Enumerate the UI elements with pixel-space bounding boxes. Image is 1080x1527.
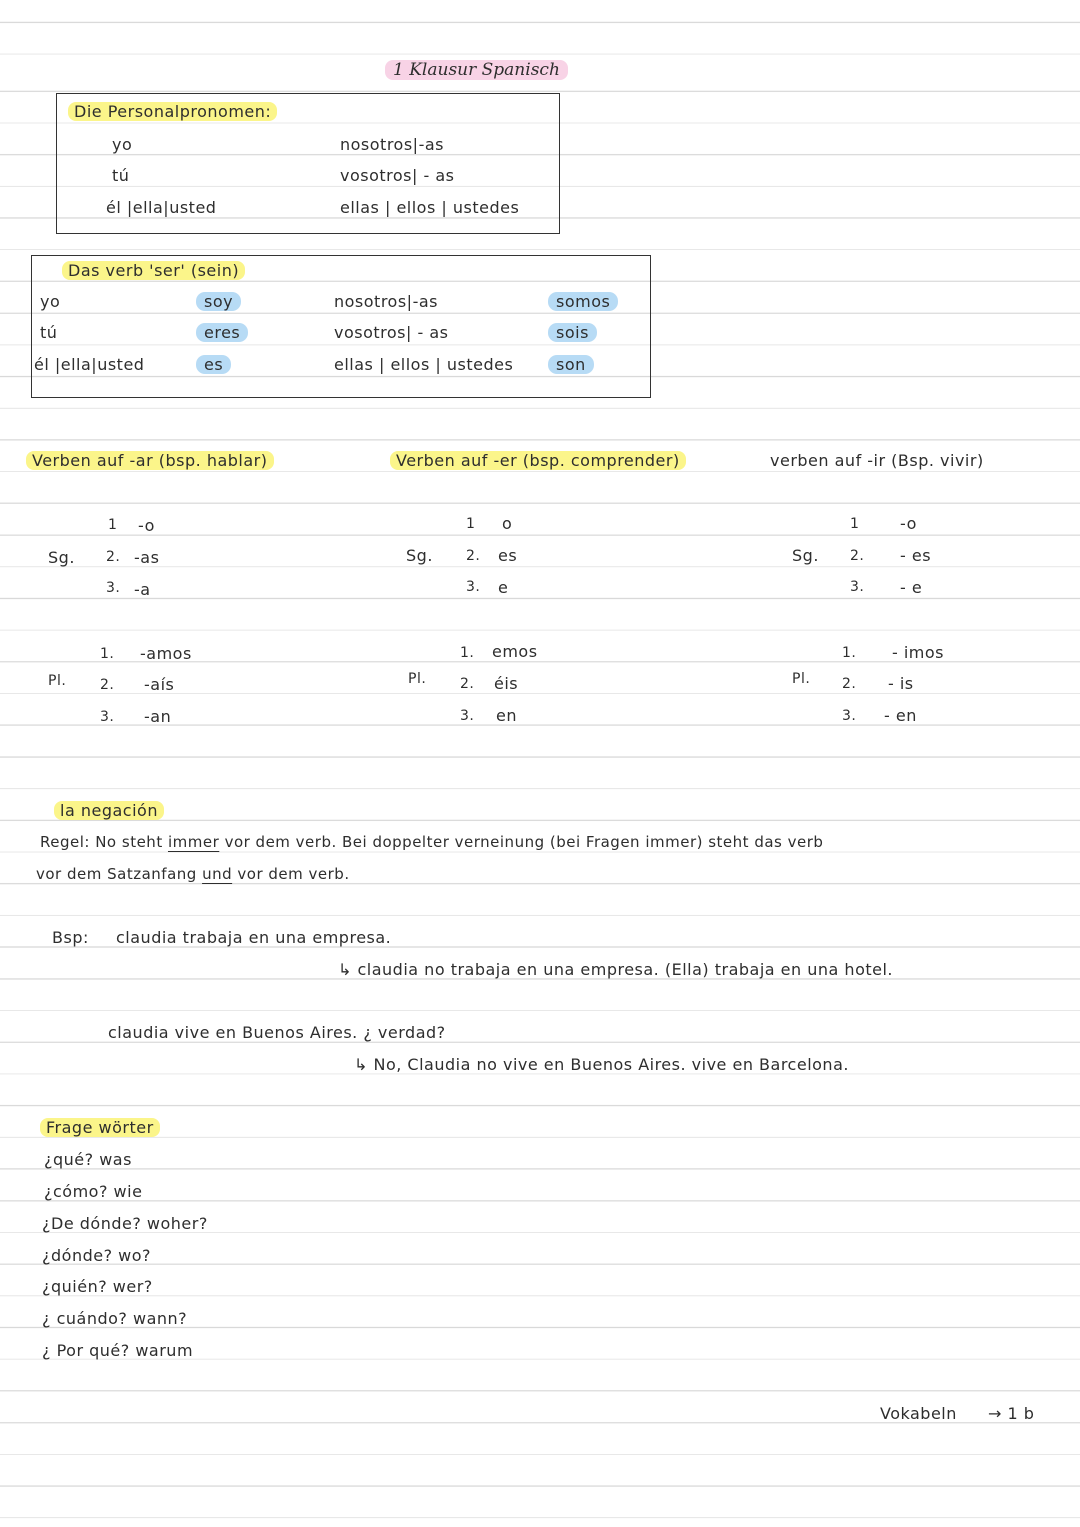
- negation-example-1-answer: ↳ claudia no trabaja en una empresa. (Ella) trabaja en una hotel.: [338, 960, 893, 979]
- pronoun-sg-2: tú: [112, 166, 130, 185]
- conj-ar-pl-n2: 2.: [100, 677, 115, 693]
- questions-heading-text: Frage wörter: [40, 1118, 160, 1137]
- conj-er-heading-text: Verben auf -er (bsp. comprender): [390, 451, 686, 470]
- question-item: ¿quién? wer?: [42, 1277, 153, 1296]
- conj-er-pl-n3: 3.: [460, 708, 475, 724]
- negation-rule-line2-b: vor dem verb.: [237, 865, 350, 883]
- conj-er-pl-e2: éis: [494, 674, 519, 693]
- conj-er-sg-e2: es: [498, 546, 518, 565]
- negation-heading-text: la negación: [54, 801, 164, 820]
- conj-ir-heading: verben auf -ir (Bsp. vivir): [770, 451, 984, 470]
- conj-ar-heading-text: Verben auf -ar (bsp. hablar): [26, 451, 274, 470]
- conj-ir-sg-n1: 1: [850, 516, 860, 532]
- ser-heading-text: Das verb 'ser' (sein): [62, 261, 245, 280]
- pronoun-pl-1: nosotros|-as: [340, 135, 444, 154]
- questions-heading: [40, 1118, 160, 1137]
- ser-pronoun-2: tú: [40, 323, 58, 342]
- ser-form-1-text: soy: [196, 292, 241, 311]
- pronouns-heading: [68, 102, 277, 121]
- ser-form-2: [196, 323, 248, 342]
- pronouns-heading-text: Die Personalpronomen:: [68, 102, 277, 121]
- conj-ir-sg-e1: -o: [900, 514, 917, 533]
- question-item: ¿cómo? wie: [44, 1182, 143, 1201]
- conj-er-heading: [390, 451, 686, 470]
- ser-form-pl-1-text: somos: [548, 292, 618, 311]
- ser-form-3-text: es: [196, 355, 231, 374]
- conj-ar-sg-n1: 1: [108, 517, 118, 533]
- conj-ar-heading: [26, 451, 274, 470]
- conj-er-sg-label: Sg.: [406, 546, 433, 565]
- conj-er-sg-n1: 1: [466, 516, 476, 532]
- page-title: [385, 60, 568, 80]
- negation-example-1: claudia trabaja en una empresa.: [116, 928, 392, 947]
- conj-er-pl-e3: en: [496, 706, 517, 725]
- footer-vokabeln: Vokabeln: [880, 1404, 957, 1423]
- conj-ar-pl-label: Pl.: [48, 673, 67, 689]
- conj-ar-pl-n3: 3.: [100, 709, 115, 725]
- negation-heading: [54, 801, 164, 820]
- conj-ir-sg-e2: - es: [900, 546, 932, 565]
- conj-ar-sg-label: Sg.: [48, 548, 75, 567]
- conj-ir-sg-e3: - e: [900, 578, 923, 597]
- ser-pronoun-pl-1: nosotros|-as: [334, 292, 438, 311]
- ser-form-pl-3-text: son: [548, 355, 594, 374]
- page-title-text: 1 Klausur Spanisch: [385, 60, 568, 80]
- pronoun-pl-3: ellas | ellos | ustedes: [340, 198, 520, 217]
- conj-ir-pl-n2: 2.: [842, 676, 857, 692]
- ser-pronoun-1: yo: [40, 292, 61, 311]
- conj-ir-pl-n1: 1.: [842, 645, 857, 661]
- conj-ar-sg-e1: -o: [138, 516, 155, 535]
- footer-ref: → 1 b: [988, 1404, 1035, 1423]
- ser-form-2-text: eres: [196, 323, 248, 342]
- ser-form-3: [196, 355, 231, 374]
- negation-rule-line2: [36, 865, 350, 883]
- pronoun-sg-1: yo: [112, 135, 133, 154]
- ser-form-pl-2-text: sois: [548, 323, 597, 342]
- question-item: ¿ cuándo? wann?: [42, 1309, 188, 1328]
- negation-rule-prefix: Regel: No steht: [40, 833, 163, 851]
- pronoun-pl-2: vosotros| - as: [340, 166, 455, 185]
- conj-er-sg-n3: 3.: [466, 579, 481, 595]
- conj-ir-sg-n2: 2.: [850, 548, 865, 564]
- conj-ir-pl-e3: - en: [884, 706, 917, 725]
- pronoun-sg-3: él |ella|usted: [106, 198, 217, 217]
- question-item: ¿ Por qué? warum: [42, 1341, 194, 1360]
- conj-ar-pl-e3: -an: [144, 707, 172, 726]
- conj-er-pl-n2: 2.: [460, 676, 475, 692]
- negation-example-2: claudia vive en Buenos Aires. ¿ verdad?: [108, 1023, 446, 1042]
- conj-ir-pl-n3: 3.: [842, 708, 857, 724]
- negation-rule-line2-a: vor dem Satzanfang: [36, 865, 197, 883]
- conj-er-pl-e1: emos: [492, 642, 538, 661]
- negation-example-2-answer: ↳ No, Claudia no vive en Buenos Aires. vive en Barcelona.: [354, 1055, 849, 1074]
- ser-heading: [62, 261, 245, 280]
- ser-form-pl-1: [548, 292, 618, 311]
- ser-pronoun-3: él |ella|usted: [34, 355, 145, 374]
- conj-ar-sg-n3: 3.: [106, 580, 121, 596]
- negation-rule-rest: vor dem verb. Bei doppelter verneinung (bei Fragen immer) steht das verb: [224, 833, 824, 851]
- conj-er-sg-n2: 2.: [466, 548, 481, 564]
- question-item: ¿De dónde? woher?: [42, 1214, 208, 1233]
- conj-ir-pl-label: Pl.: [792, 671, 811, 687]
- question-item: ¿qué? was: [44, 1150, 132, 1169]
- negation-rule-line1: [40, 833, 823, 851]
- conj-er-sg-e3: e: [498, 578, 509, 597]
- conj-ir-sg-label: Sg.: [792, 546, 819, 565]
- conj-er-pl-n1: 1.: [460, 645, 475, 661]
- negation-rule-und: und: [202, 865, 233, 883]
- conj-ir-pl-e1: - imos: [892, 643, 945, 662]
- ser-form-pl-3: [548, 355, 594, 374]
- ser-pronoun-pl-2: vosotros| - as: [334, 323, 449, 342]
- conj-ar-sg-n2: 2.: [106, 549, 121, 565]
- ser-form-pl-2: [548, 323, 597, 342]
- conj-er-sg-e1: o: [502, 514, 513, 533]
- negation-example-label: Bsp:: [52, 928, 89, 947]
- conj-ar-sg-e3: -a: [134, 580, 151, 599]
- ser-form-1: [196, 292, 241, 311]
- conj-ir-pl-e2: - is: [888, 674, 914, 693]
- conj-er-pl-label: Pl.: [408, 671, 427, 687]
- conj-ar-pl-e1: -amos: [140, 644, 192, 663]
- ser-pronoun-pl-3: ellas | ellos | ustedes: [334, 355, 514, 374]
- conj-ar-pl-e2: -aís: [144, 675, 175, 694]
- conj-ir-sg-n3: 3.: [850, 579, 865, 595]
- conj-ar-pl-n1: 1.: [100, 646, 115, 662]
- question-item: ¿dónde? wo?: [42, 1246, 152, 1265]
- conj-ar-sg-e2: -as: [134, 548, 160, 567]
- negation-rule-immer: immer: [167, 833, 220, 851]
